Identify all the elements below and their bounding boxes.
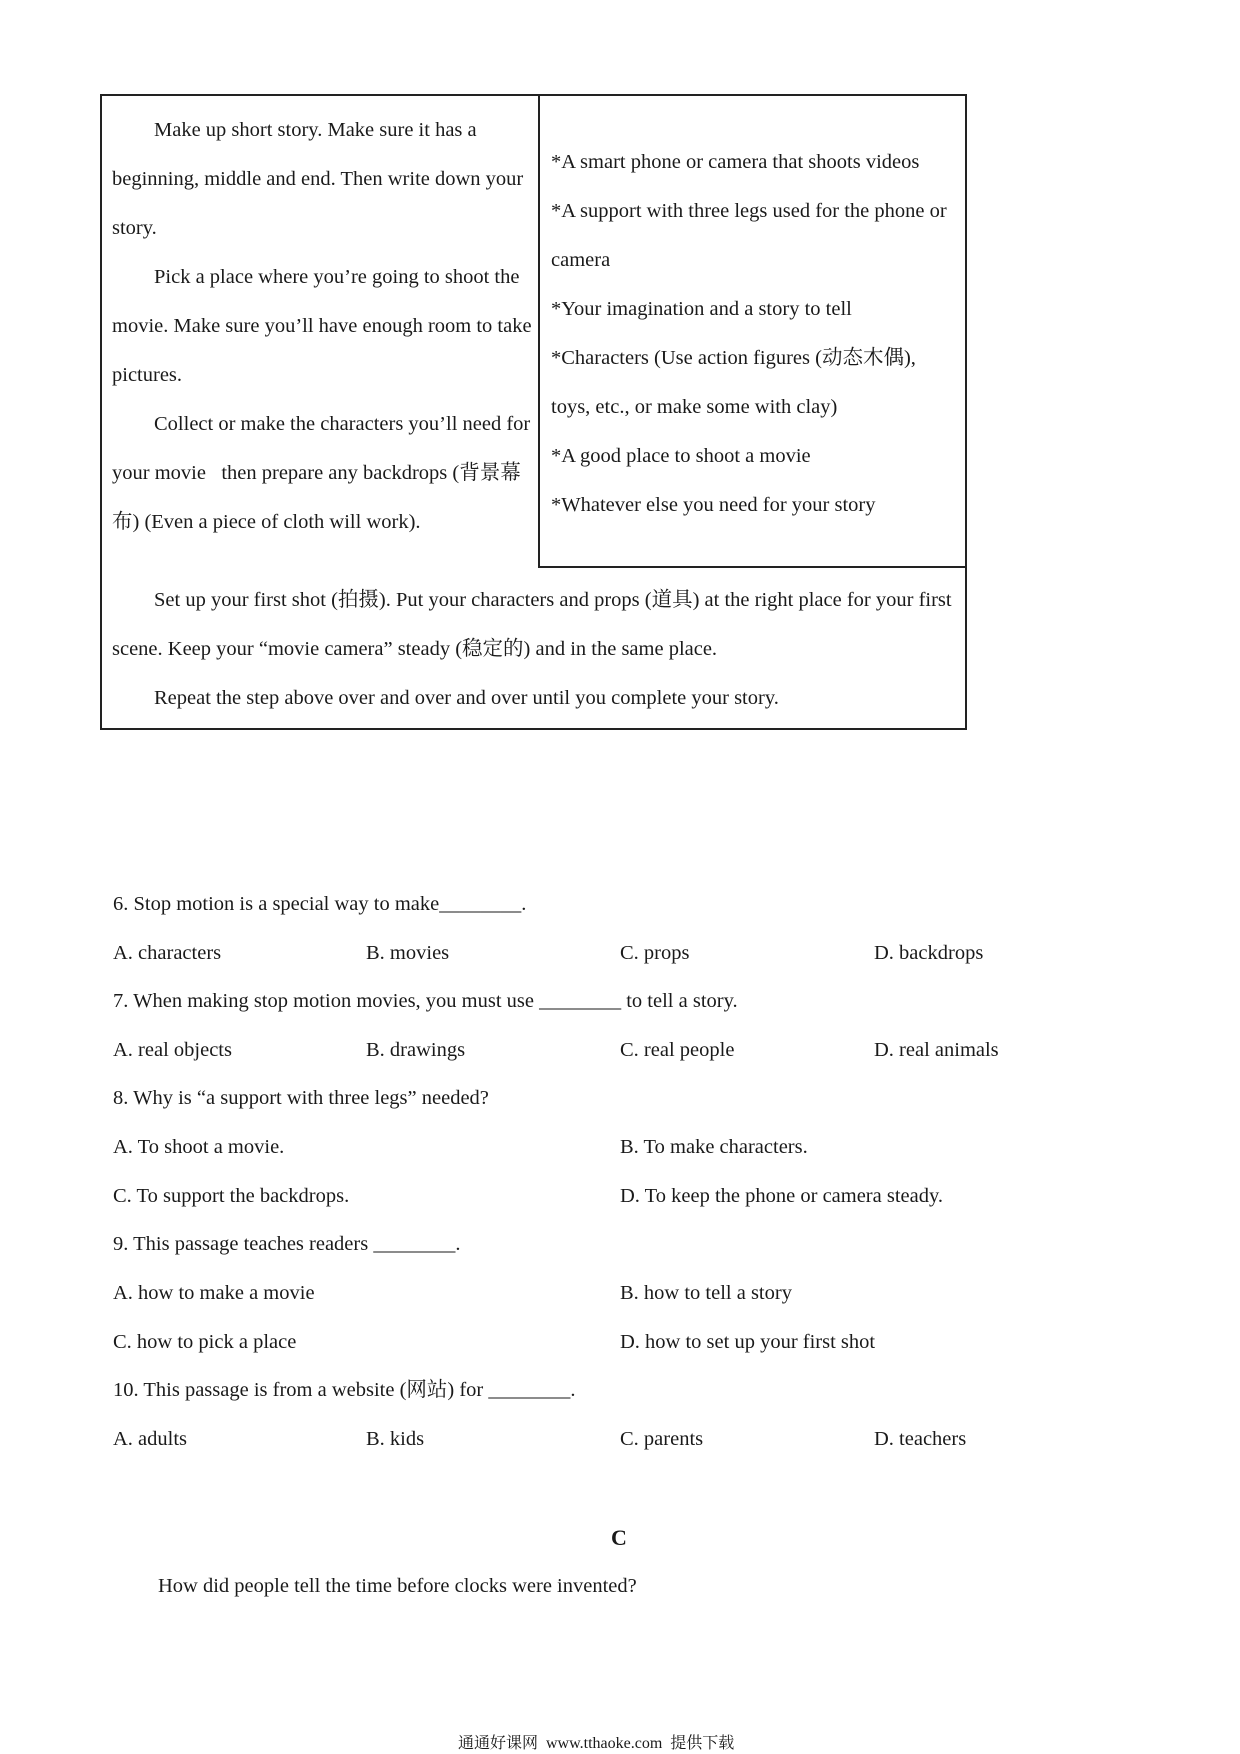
step-paragraph: Set up your first shot (拍摄). Put your characters and props (道具) at the right place for your first scene. Keep your “movie camera” steady (稳定的) and in the same place. [112, 589, 952, 660]
option-d: D. backdrops [874, 942, 984, 964]
box-vertical-divider [538, 94, 540, 568]
option-c: C. To support the backdrops. [113, 1185, 350, 1207]
question-9: 9. This passage teaches readers ________. [113, 1233, 461, 1255]
section-heading: C [611, 1525, 627, 1550]
option-c: C. props [620, 942, 690, 964]
step-paragraph: Make up short story. Make sure it has a beginning, middle and end. Then write down your story. [112, 119, 524, 239]
option-a: A. real objects [113, 1039, 232, 1061]
question-8: 8. Why is “a support with three legs” needed? [113, 1087, 489, 1109]
option-c: C. parents [620, 1428, 704, 1450]
material-item: *Whatever else you need for your story [551, 494, 876, 516]
option-a: A. To shoot a movie. [113, 1136, 285, 1158]
question-10: 10. This passage is from a website (网站) for ________. [113, 1379, 576, 1401]
material-item: *A good place to shoot a movie [551, 445, 811, 467]
option-b: B. drawings [366, 1039, 466, 1061]
option-a: A. characters [113, 942, 222, 964]
materials-column [551, 138, 955, 530]
option-b: B. kids [366, 1428, 425, 1450]
material-item: *Characters (Use action figures (动态木偶), toys, etc., or make some with clay) [551, 347, 916, 418]
step-paragraph: Pick a place where you’re going to shoot the movie. Make sure you’ll have enough room to take pictures. [112, 266, 532, 386]
option-b: B. movies [366, 942, 450, 964]
option-d: D. teachers [874, 1428, 967, 1450]
option-d: D. To keep the phone or camera steady. [620, 1185, 944, 1207]
step-paragraph: Collect or make the characters you’ll need for your movie then prepare any backdrops (背景幕布) (Even a piece of cloth will work). [112, 413, 531, 533]
question-7: 7. When making stop motion movies, you must use ________ to tell a story. [113, 990, 738, 1012]
option-b: B. To make characters. [620, 1136, 808, 1158]
option-c: C. real people [620, 1039, 735, 1061]
option-d: D. how to set up your first shot [620, 1331, 876, 1353]
section-intro: How did people tell the time before clocks were invented? [158, 1575, 637, 1597]
option-b: B. how to tell a story [620, 1282, 792, 1304]
material-item: *A smart phone or camera that shoots videos [551, 151, 920, 173]
step-paragraph: Repeat the step above over and over and over until you complete your story. [154, 687, 779, 709]
option-c: C. how to pick a place [113, 1331, 297, 1353]
option-a: A. adults [113, 1428, 188, 1450]
material-item: *Your imagination and a story to tell [551, 298, 852, 320]
material-item: *A support with three legs used for the phone or camera [551, 200, 947, 271]
option-d: D. real animals [874, 1039, 999, 1061]
question-6: 6. Stop motion is a special way to make________. [113, 893, 527, 915]
page-footer: 通通好课网 www.tthaoke.com 提供下载 [458, 1735, 735, 1752]
final-steps [112, 576, 960, 723]
box-horizontal-divider [538, 566, 967, 568]
option-a: A. how to make a movie [113, 1282, 315, 1304]
steps-column [112, 106, 534, 547]
